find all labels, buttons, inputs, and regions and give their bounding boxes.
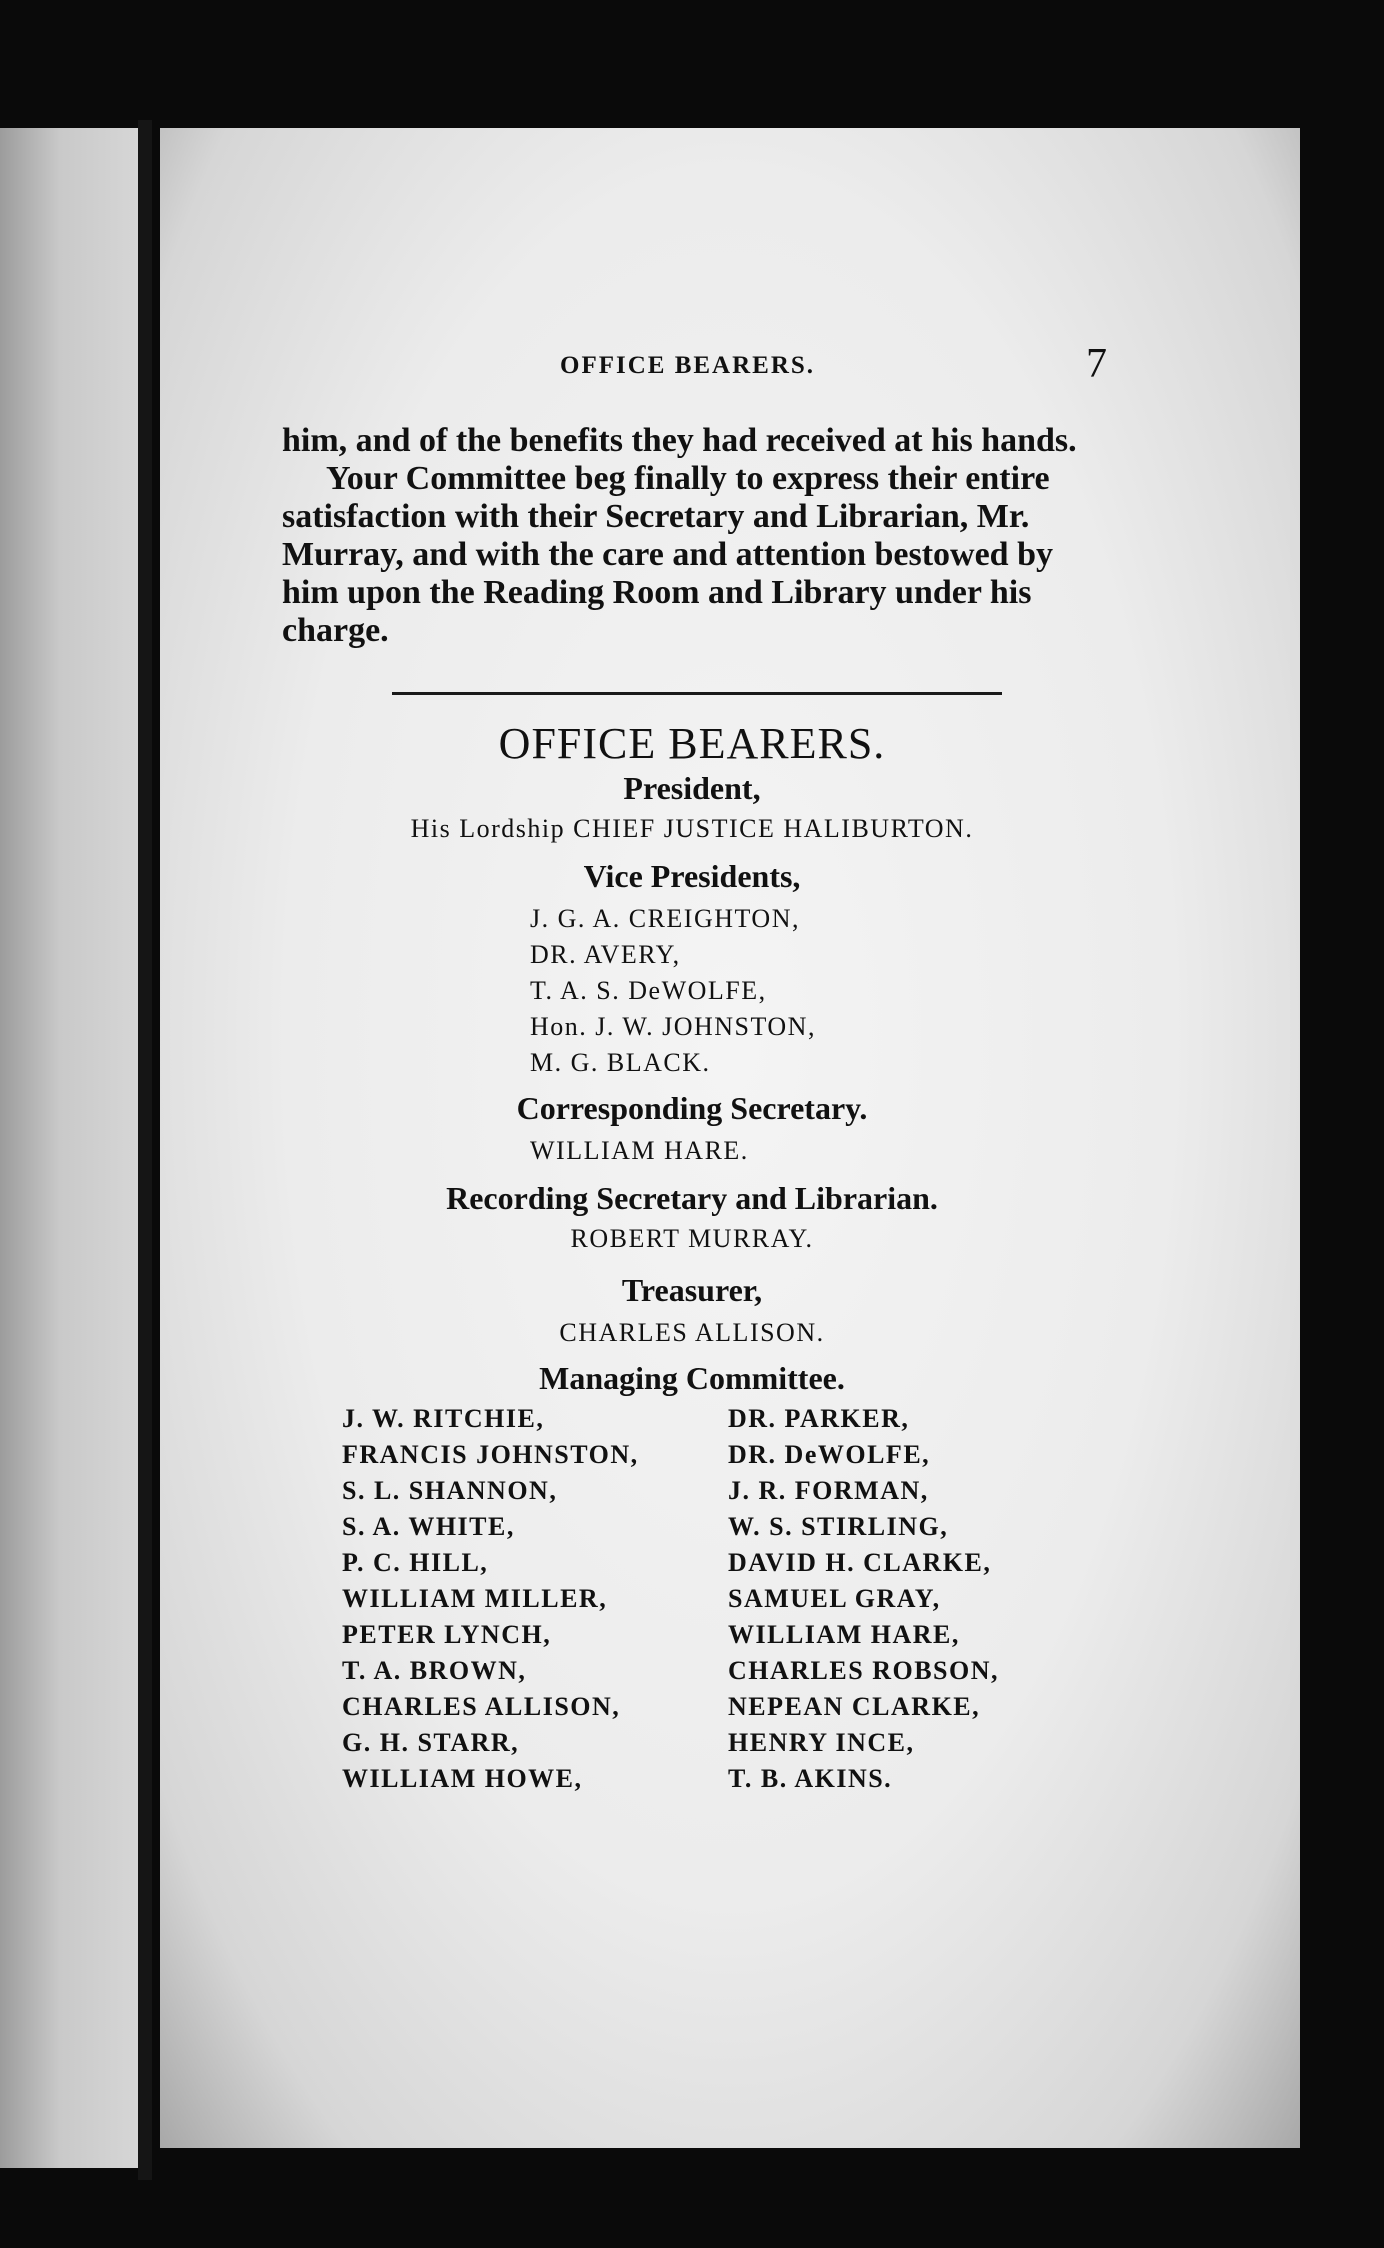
committee-member: NEPEAN CLARKE, bbox=[728, 1692, 981, 1721]
committee-member: DR. PARKER, bbox=[728, 1404, 910, 1433]
committee-member: S. L. SHANNON, bbox=[342, 1476, 558, 1505]
committee-member: T. B. AKINS. bbox=[728, 1764, 893, 1793]
vice-president-name: T. A. S. DeWOLFE, bbox=[530, 976, 767, 1005]
committee-right-column bbox=[728, 1404, 999, 1800]
book-gutter bbox=[138, 120, 152, 2180]
committee-member: W. S. STIRLING, bbox=[728, 1512, 949, 1541]
section-divider bbox=[392, 692, 1002, 695]
committee-member: WILLIAM HARE, bbox=[728, 1620, 960, 1649]
section-title: OFFICE BEARERS. bbox=[498, 719, 886, 768]
vice-president-name: M. G. BLACK. bbox=[530, 1048, 711, 1077]
running-head: OFFICE BEARERS. bbox=[560, 352, 816, 379]
committee-member: S. A. WHITE, bbox=[342, 1512, 515, 1541]
committee-member: T. A. BROWN, bbox=[342, 1656, 527, 1685]
intro-line: satisfaction with their Secretary and Librarian, Mr. bbox=[282, 498, 1030, 535]
corresponding-secretary-heading: Corresponding Secretary. bbox=[516, 1090, 868, 1126]
committee-member: DAVID H. CLARKE, bbox=[728, 1548, 992, 1577]
vice-president-name: J. G. A. CREIGHTON, bbox=[530, 904, 800, 933]
corresponding-secretary-name: WILLIAM HARE. bbox=[530, 1136, 749, 1165]
committee-member: HENRY INCE, bbox=[728, 1728, 915, 1757]
committee-member: PETER LYNCH, bbox=[342, 1620, 552, 1649]
previous-page-edge bbox=[0, 128, 150, 2168]
vice-president-name: DR. AVERY, bbox=[530, 940, 681, 969]
intro-line: charge. bbox=[282, 612, 389, 649]
committee-member: SAMUEL GRAY, bbox=[728, 1584, 941, 1613]
intro-line: Murray, and with the care and attention bestowed by bbox=[282, 536, 1053, 573]
president-name: His Lordship CHIEF JUSTICE HALIBURTON. bbox=[410, 814, 974, 843]
vice-president-name: Hon. J. W. JOHNSTON, bbox=[530, 1012, 816, 1041]
intro-line: him upon the Reading Room and Library under his bbox=[282, 574, 1032, 611]
recording-secretary-heading: Recording Secretary and Librarian. bbox=[446, 1180, 938, 1216]
committee-member: FRANCIS JOHNSTON, bbox=[342, 1440, 639, 1469]
committee-member: CHARLES ALLISON, bbox=[342, 1692, 621, 1721]
managing-committee-heading: Managing Committee. bbox=[539, 1360, 845, 1396]
intro-line: Your Committee beg finally to express their entire bbox=[326, 460, 1050, 497]
page-number: 7 bbox=[1086, 341, 1107, 387]
committee-member: CHARLES ROBSON, bbox=[728, 1656, 999, 1685]
committee-member: J. R. FORMAN, bbox=[728, 1476, 929, 1505]
committee-member: J. W. RITCHIE, bbox=[342, 1404, 545, 1433]
committee-member: DR. DeWOLFE, bbox=[728, 1440, 931, 1469]
committee-member: WILLIAM MILLER, bbox=[342, 1584, 608, 1613]
treasurer-name: CHARLES ALLISON. bbox=[559, 1318, 825, 1347]
committee-left-column bbox=[342, 1404, 639, 1800]
intro-line: him, and of the benefits they had received at his hands. bbox=[282, 422, 1077, 459]
treasurer-heading: Treasurer, bbox=[621, 1272, 763, 1308]
vice-presidents-heading: Vice Presidents, bbox=[583, 858, 801, 894]
president-heading: President, bbox=[623, 770, 761, 806]
recording-secretary-name: ROBERT MURRAY. bbox=[570, 1224, 814, 1253]
committee-member: G. H. STARR, bbox=[342, 1728, 520, 1757]
committee-member: P. C. HILL, bbox=[342, 1548, 489, 1577]
committee-member: WILLIAM HOWE, bbox=[342, 1764, 583, 1793]
